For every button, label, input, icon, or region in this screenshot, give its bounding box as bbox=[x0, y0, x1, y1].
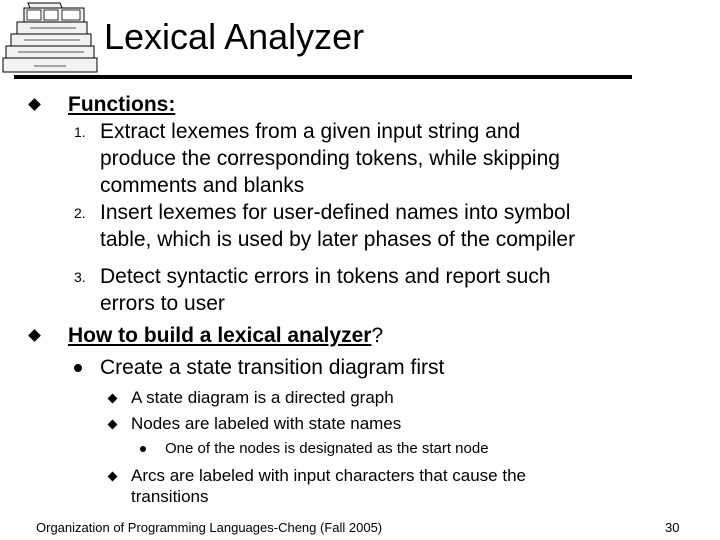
slide-title: Lexical Analyzer bbox=[104, 16, 365, 57]
diamond-bullet-icon bbox=[108, 420, 118, 430]
diamond-bullet-icon bbox=[108, 472, 118, 482]
title-divider bbox=[14, 75, 632, 79]
diamond-bullet-icon bbox=[28, 98, 41, 111]
list-item-line: comments and blanks bbox=[100, 174, 305, 197]
diamond-bullet-icon bbox=[108, 394, 118, 404]
dot-bullet-icon bbox=[140, 446, 146, 452]
list-item-line: Detect syntactic errors in tokens and report such bbox=[100, 265, 551, 288]
sub-item: Nodes are labeled with state names bbox=[131, 414, 402, 433]
list-item-line: Extract lexemes from a given input string and bbox=[100, 120, 521, 143]
page-number: 30 bbox=[665, 520, 680, 535]
list-number: 1. bbox=[74, 124, 86, 140]
functions-heading: Functions: bbox=[68, 93, 176, 116]
diamond-bullet-icon bbox=[28, 329, 41, 342]
sub-sub-item: One of the nodes is designated as the start node bbox=[165, 440, 489, 457]
dot-bullet-icon bbox=[74, 364, 82, 372]
list-number: 2. bbox=[74, 205, 86, 221]
list-item-line: table, which is used by later phases of the compiler bbox=[100, 228, 576, 251]
sub-item: A state diagram is a directed graph bbox=[131, 388, 394, 407]
create-diagram-item: Create a state transition diagram first bbox=[100, 356, 445, 379]
layered-pyramid-logo-icon bbox=[0, 0, 100, 76]
list-item-line: errors to user bbox=[100, 292, 225, 315]
sub-item-line: transitions bbox=[131, 487, 209, 506]
list-number: 3. bbox=[74, 269, 86, 285]
how-heading: How to build a lexical analyzer? bbox=[68, 324, 384, 347]
footer-course: Organization of Programming Languages-Cheng (Fall 2005) bbox=[36, 520, 383, 535]
list-item-line: produce the corresponding tokens, while skipping bbox=[100, 147, 560, 170]
sub-item-line: Arcs are labeled with input characters that cause the bbox=[131, 466, 526, 485]
list-item-line: Insert lexemes for user-defined names into symbol bbox=[100, 201, 571, 224]
